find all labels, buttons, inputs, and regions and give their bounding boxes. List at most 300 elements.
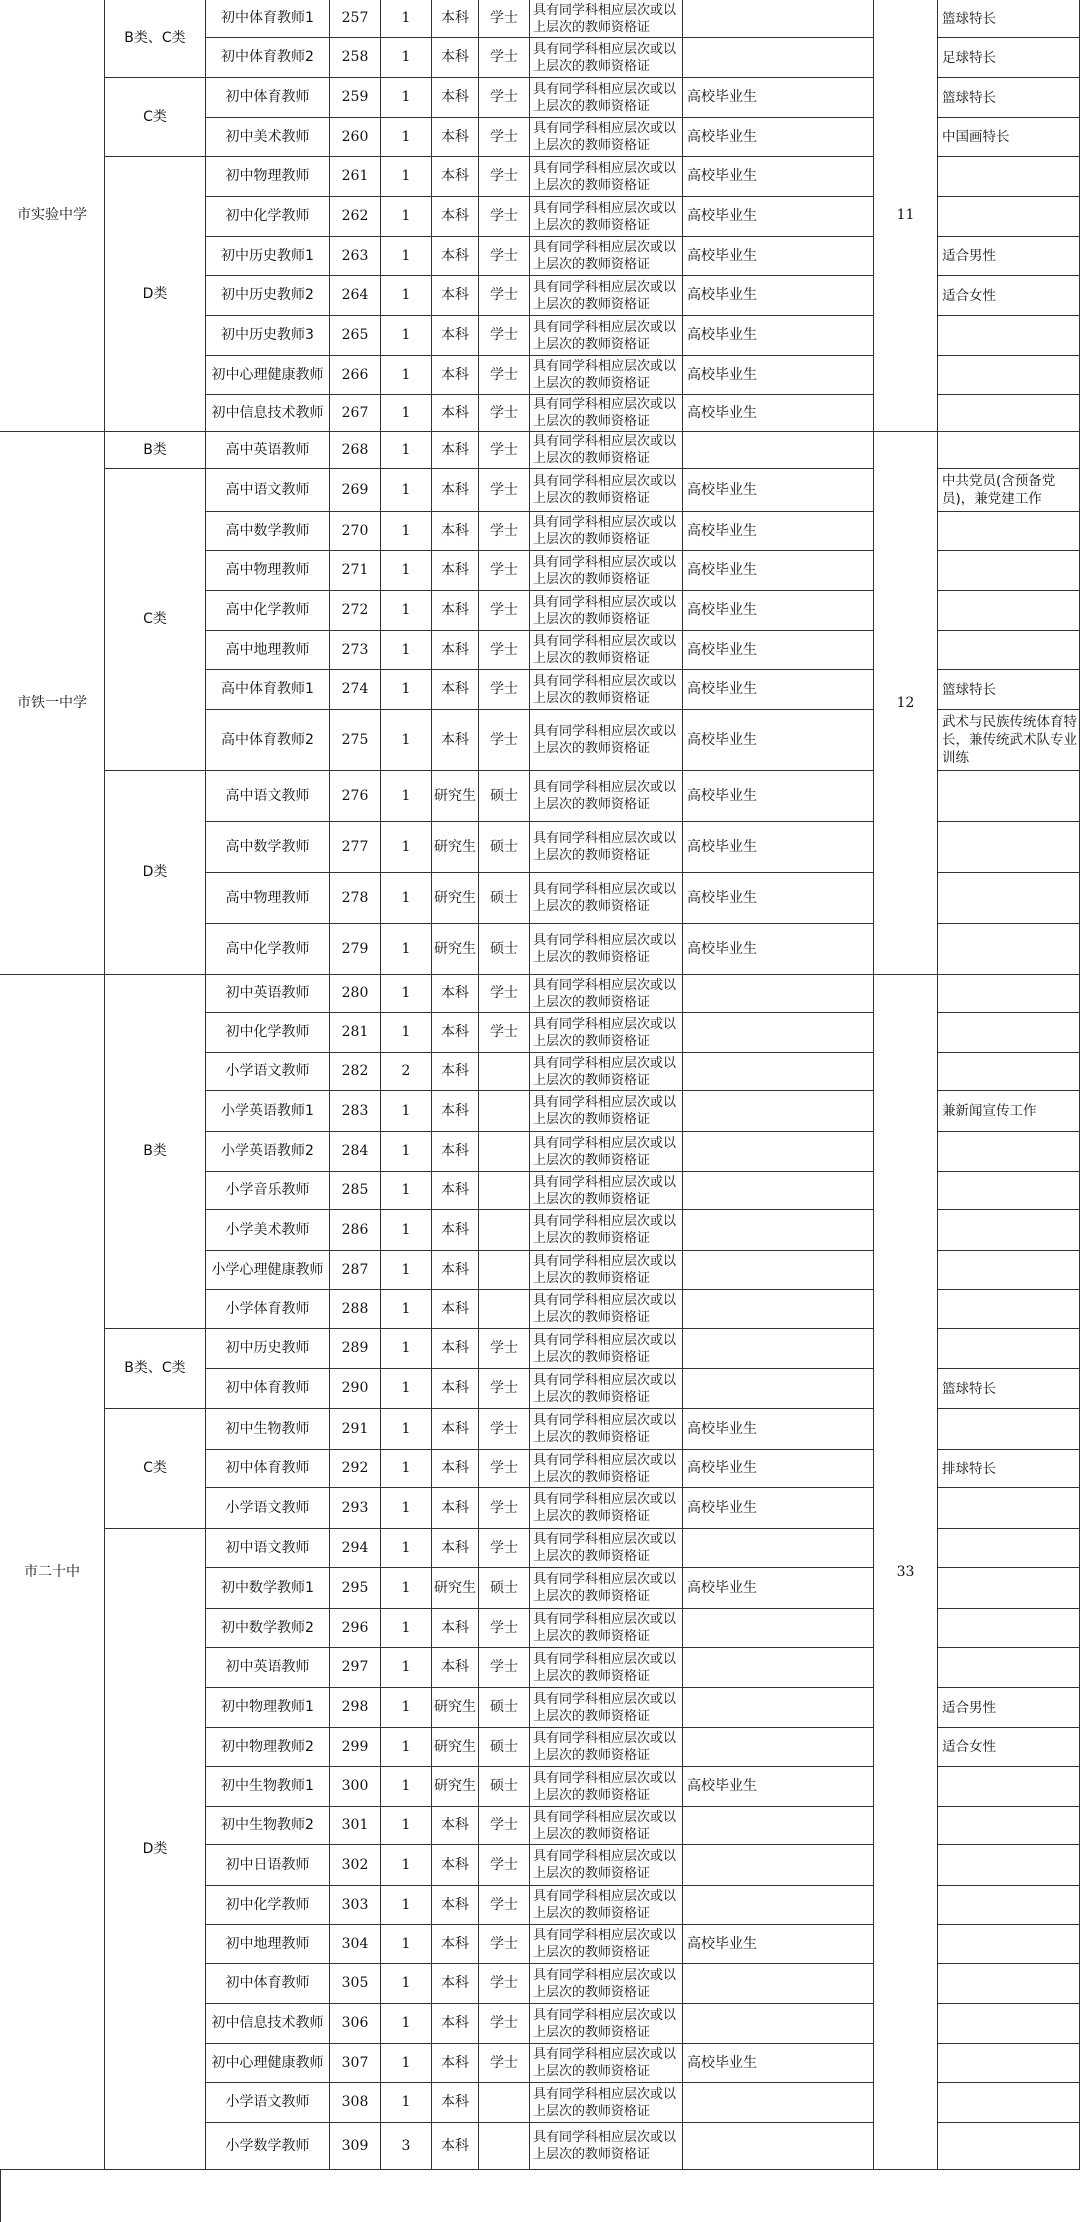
certificate-requirement: 具有同学科相应层次或以上层次的教师资格证 xyxy=(530,1767,683,1807)
post-count: 1 xyxy=(381,1013,432,1053)
post-name: 小学体育教师 xyxy=(206,1290,330,1329)
degree: 学士 xyxy=(479,316,530,356)
education-level: 本科 xyxy=(432,1964,479,2004)
education-level: 本科 xyxy=(432,1013,479,1053)
education-level: 本科 xyxy=(432,1210,479,1251)
post-count: 1 xyxy=(381,873,432,924)
applicant-type: 高校毕业生 xyxy=(683,469,874,512)
category-label: B类 xyxy=(105,975,206,1329)
education-level: 本科 xyxy=(432,1609,479,1648)
post-code: 269 xyxy=(330,469,381,512)
certificate-requirement: 具有同学科相应层次或以上层次的教师资格证 xyxy=(530,1964,683,2004)
applicant-type: 高校毕业生 xyxy=(683,118,874,157)
certificate-requirement: 具有同学科相应层次或以上层次的教师资格证 xyxy=(530,157,683,197)
post-note xyxy=(938,1845,1080,1886)
applicant-type xyxy=(683,1964,874,2004)
post-note xyxy=(938,1329,1080,1369)
post-code: 282 xyxy=(330,1053,381,1091)
post-count: 1 xyxy=(381,2044,432,2083)
certificate-requirement: 具有同学科相应层次或以上层次的教师资格证 xyxy=(530,1210,683,1251)
school-total: 12 xyxy=(874,432,938,975)
certificate-requirement: 具有同学科相应层次或以上层次的教师资格证 xyxy=(530,0,683,38)
category-label: D类 xyxy=(105,157,206,432)
certificate-requirement: 具有同学科相应层次或以上层次的教师资格证 xyxy=(530,975,683,1013)
education-level: 本科 xyxy=(432,1529,479,1568)
applicant-type xyxy=(683,1132,874,1172)
certificate-requirement: 具有同学科相应层次或以上层次的教师资格证 xyxy=(530,1925,683,1964)
certificate-requirement: 具有同学科相应层次或以上层次的教师资格证 xyxy=(530,771,683,822)
applicant-type xyxy=(683,1329,874,1369)
post-note xyxy=(938,197,1080,237)
post-code: 292 xyxy=(330,1450,381,1488)
post-count: 1 xyxy=(381,512,432,551)
post-code: 259 xyxy=(330,78,381,118)
certificate-requirement: 具有同学科相应层次或以上层次的教师资格证 xyxy=(530,1251,683,1290)
certificate-requirement: 具有同学科相应层次或以上层次的教师资格证 xyxy=(530,551,683,591)
post-code: 258 xyxy=(330,38,381,78)
post-name: 高中地理教师 xyxy=(206,631,330,670)
post-note: 足球特长 xyxy=(938,38,1080,78)
education-level: 研究生 xyxy=(432,1688,479,1728)
post-count: 1 xyxy=(381,1728,432,1767)
certificate-requirement: 具有同学科相应层次或以上层次的教师资格证 xyxy=(530,1369,683,1409)
certificate-requirement: 具有同学科相应层次或以上层次的教师资格证 xyxy=(530,1609,683,1648)
degree: 学士 xyxy=(479,551,530,591)
certificate-requirement: 具有同学科相应层次或以上层次的教师资格证 xyxy=(530,1013,683,1053)
certificate-requirement: 具有同学科相应层次或以上层次的教师资格证 xyxy=(530,670,683,710)
degree: 学士 xyxy=(479,1925,530,1964)
post-name: 初中体育教师2 xyxy=(206,38,330,78)
post-count: 1 xyxy=(381,2083,432,2123)
post-code: 300 xyxy=(330,1767,381,1807)
post-note xyxy=(938,1488,1080,1529)
certificate-requirement: 具有同学科相应层次或以上层次的教师资格证 xyxy=(530,2044,683,2083)
post-note xyxy=(938,822,1080,873)
post-name: 小学语文教师 xyxy=(206,1053,330,1091)
certificate-requirement: 具有同学科相应层次或以上层次的教师资格证 xyxy=(530,356,683,395)
certificate-requirement: 具有同学科相应层次或以上层次的教师资格证 xyxy=(530,873,683,924)
degree: 学士 xyxy=(479,356,530,395)
post-count: 1 xyxy=(381,432,432,469)
post-code: 265 xyxy=(330,316,381,356)
category-label: D类 xyxy=(105,771,206,975)
education-level: 本科 xyxy=(432,78,479,118)
applicant-type: 高校毕业生 xyxy=(683,1568,874,1609)
applicant-type xyxy=(683,1251,874,1290)
post-name: 初中体育教师1 xyxy=(206,0,330,38)
post-note: 篮球特长 xyxy=(938,1369,1080,1409)
post-count: 1 xyxy=(381,1807,432,1845)
applicant-type: 高校毕业生 xyxy=(683,771,874,822)
post-code: 299 xyxy=(330,1728,381,1767)
degree: 学士 xyxy=(479,276,530,316)
post-name: 高中语文教师 xyxy=(206,469,330,512)
education-level: 本科 xyxy=(432,276,479,316)
applicant-type xyxy=(683,1886,874,1925)
degree: 学士 xyxy=(479,1964,530,2004)
post-count: 1 xyxy=(381,1290,432,1329)
post-name: 初中体育教师 xyxy=(206,1964,330,2004)
certificate-requirement: 具有同学科相应层次或以上层次的教师资格证 xyxy=(530,512,683,551)
certificate-requirement: 具有同学科相应层次或以上层次的教师资格证 xyxy=(530,1488,683,1529)
applicant-type xyxy=(683,1210,874,1251)
post-note: 中国画特长 xyxy=(938,118,1080,157)
school-name: 市二十中 xyxy=(0,975,105,2170)
certificate-requirement: 具有同学科相应层次或以上层次的教师资格证 xyxy=(530,2083,683,2123)
certificate-requirement: 具有同学科相应层次或以上层次的教师资格证 xyxy=(530,924,683,975)
post-note xyxy=(938,1053,1080,1091)
post-note: 适合男性 xyxy=(938,1688,1080,1728)
post-name: 初中历史教师3 xyxy=(206,316,330,356)
post-count: 1 xyxy=(381,395,432,432)
degree: 学士 xyxy=(479,2004,530,2044)
post-note xyxy=(938,1251,1080,1290)
post-code: 287 xyxy=(330,1251,381,1290)
applicant-type: 高校毕业生 xyxy=(683,822,874,873)
education-level: 本科 xyxy=(432,1409,479,1450)
post-code: 309 xyxy=(330,2123,381,2170)
degree: 硕士 xyxy=(479,1767,530,1807)
post-note xyxy=(938,2083,1080,2123)
degree: 学士 xyxy=(479,1329,530,1369)
school-name: 市实验中学 xyxy=(0,0,105,432)
post-name: 初中生物教师2 xyxy=(206,1807,330,1845)
certificate-requirement: 具有同学科相应层次或以上层次的教师资格证 xyxy=(530,237,683,276)
applicant-type xyxy=(683,1728,874,1767)
post-count: 1 xyxy=(381,1369,432,1409)
applicant-type: 高校毕业生 xyxy=(683,2044,874,2083)
post-count: 1 xyxy=(381,1450,432,1488)
post-count: 1 xyxy=(381,118,432,157)
post-count: 2 xyxy=(381,1053,432,1091)
applicant-type xyxy=(683,1091,874,1132)
education-level: 本科 xyxy=(432,512,479,551)
post-count: 1 xyxy=(381,1845,432,1886)
post-count: 1 xyxy=(381,1648,432,1688)
degree xyxy=(479,1132,530,1172)
education-level: 本科 xyxy=(432,2044,479,2083)
applicant-type xyxy=(683,1845,874,1886)
post-count: 1 xyxy=(381,38,432,78)
education-level: 本科 xyxy=(432,395,479,432)
certificate-requirement: 具有同学科相应层次或以上层次的教师资格证 xyxy=(530,1132,683,1172)
post-code: 306 xyxy=(330,2004,381,2044)
applicant-type: 高校毕业生 xyxy=(683,157,874,197)
category-label: C类 xyxy=(105,469,206,771)
post-note xyxy=(938,771,1080,822)
school-name: 市铁一中学 xyxy=(0,432,105,975)
post-name: 初中数学教师2 xyxy=(206,1609,330,1648)
post-count: 1 xyxy=(381,1172,432,1210)
post-name: 初中语文教师 xyxy=(206,1529,330,1568)
post-count: 1 xyxy=(381,710,432,771)
education-level: 本科 xyxy=(432,1053,479,1091)
post-code: 266 xyxy=(330,356,381,395)
education-level: 本科 xyxy=(432,2123,479,2170)
post-name: 初中化学教师 xyxy=(206,197,330,237)
post-name: 初中心理健康教师 xyxy=(206,356,330,395)
post-name: 小学数学教师 xyxy=(206,2123,330,2170)
education-level: 研究生 xyxy=(432,1568,479,1609)
post-name: 初中美术教师 xyxy=(206,118,330,157)
post-count: 1 xyxy=(381,1568,432,1609)
post-note: 武术与民族传统体育特长，兼传统武术队专业训练 xyxy=(938,710,1080,771)
applicant-type: 高校毕业生 xyxy=(683,1450,874,1488)
applicant-type xyxy=(683,1369,874,1409)
post-code: 274 xyxy=(330,670,381,710)
post-note xyxy=(938,1568,1080,1609)
post-note xyxy=(938,1648,1080,1688)
certificate-requirement: 具有同学科相应层次或以上层次的教师资格证 xyxy=(530,631,683,670)
applicant-type: 高校毕业生 xyxy=(683,1488,874,1529)
applicant-type: 高校毕业生 xyxy=(683,1767,874,1807)
applicant-type xyxy=(683,38,874,78)
post-code: 304 xyxy=(330,1925,381,1964)
post-name: 初中英语教师 xyxy=(206,1648,330,1688)
post-note xyxy=(938,432,1080,469)
category-label: B类、C类 xyxy=(105,1329,206,1409)
applicant-type: 高校毕业生 xyxy=(683,551,874,591)
certificate-requirement: 具有同学科相应层次或以上层次的教师资格证 xyxy=(530,316,683,356)
post-code: 298 xyxy=(330,1688,381,1728)
category-label: B类 xyxy=(105,432,206,469)
applicant-type xyxy=(683,1688,874,1728)
degree: 学士 xyxy=(479,2044,530,2083)
post-note xyxy=(938,316,1080,356)
degree: 学士 xyxy=(479,1450,530,1488)
post-note: 排球特长 xyxy=(938,1450,1080,1488)
post-note xyxy=(938,512,1080,551)
degree: 学士 xyxy=(479,1488,530,1529)
education-level: 本科 xyxy=(432,1648,479,1688)
post-note xyxy=(938,2004,1080,2044)
certificate-requirement: 具有同学科相应层次或以上层次的教师资格证 xyxy=(530,1091,683,1132)
applicant-type: 高校毕业生 xyxy=(683,1409,874,1450)
post-name: 高中化学教师 xyxy=(206,924,330,975)
post-note xyxy=(938,1013,1080,1053)
post-code: 271 xyxy=(330,551,381,591)
certificate-requirement: 具有同学科相应层次或以上层次的教师资格证 xyxy=(530,591,683,631)
degree: 学士 xyxy=(479,1609,530,1648)
degree xyxy=(479,2083,530,2123)
post-code: 278 xyxy=(330,873,381,924)
post-count: 1 xyxy=(381,1609,432,1648)
post-note xyxy=(938,1807,1080,1845)
education-level: 本科 xyxy=(432,2083,479,2123)
education-level: 本科 xyxy=(432,551,479,591)
degree: 学士 xyxy=(479,670,530,710)
degree: 学士 xyxy=(479,1886,530,1925)
degree: 学士 xyxy=(479,38,530,78)
post-code: 305 xyxy=(330,1964,381,2004)
applicant-type: 高校毕业生 xyxy=(683,356,874,395)
post-code: 279 xyxy=(330,924,381,975)
education-level: 本科 xyxy=(432,356,479,395)
applicant-type xyxy=(683,1648,874,1688)
degree: 学士 xyxy=(479,1807,530,1845)
post-count: 1 xyxy=(381,1688,432,1728)
category-label: B类、C类 xyxy=(105,0,206,78)
education-level: 本科 xyxy=(432,1172,479,1210)
applicant-type xyxy=(683,2004,874,2044)
post-code: 262 xyxy=(330,197,381,237)
post-count: 1 xyxy=(381,1529,432,1568)
certificate-requirement: 具有同学科相应层次或以上层次的教师资格证 xyxy=(530,1529,683,1568)
post-code: 261 xyxy=(330,157,381,197)
post-name: 初中体育教师 xyxy=(206,1369,330,1409)
certificate-requirement: 具有同学科相应层次或以上层次的教师资格证 xyxy=(530,2004,683,2044)
post-note xyxy=(938,975,1080,1013)
post-count: 1 xyxy=(381,316,432,356)
post-count: 1 xyxy=(381,356,432,395)
degree xyxy=(479,1251,530,1290)
post-code: 289 xyxy=(330,1329,381,1369)
applicant-type: 高校毕业生 xyxy=(683,710,874,771)
post-note: 适合男性 xyxy=(938,237,1080,276)
post-code: 264 xyxy=(330,276,381,316)
education-level: 本科 xyxy=(432,197,479,237)
post-code: 288 xyxy=(330,1290,381,1329)
post-name: 初中生物教师1 xyxy=(206,1767,330,1807)
applicant-type: 高校毕业生 xyxy=(683,873,874,924)
post-name: 小学语文教师 xyxy=(206,2083,330,2123)
applicant-type: 高校毕业生 xyxy=(683,631,874,670)
post-code: 267 xyxy=(330,395,381,432)
degree: 学士 xyxy=(479,1529,530,1568)
post-note: 中共党员(含预备党员)，兼党建工作 xyxy=(938,469,1080,512)
post-note xyxy=(938,1290,1080,1329)
certificate-requirement: 具有同学科相应层次或以上层次的教师资格证 xyxy=(530,197,683,237)
applicant-type xyxy=(683,0,874,38)
degree xyxy=(479,1053,530,1091)
applicant-type xyxy=(683,1529,874,1568)
post-name: 小学音乐教师 xyxy=(206,1172,330,1210)
post-name: 高中数学教师 xyxy=(206,822,330,873)
post-code: 294 xyxy=(330,1529,381,1568)
post-name: 初中物理教师1 xyxy=(206,1688,330,1728)
certificate-requirement: 具有同学科相应层次或以上层次的教师资格证 xyxy=(530,1053,683,1091)
post-count: 1 xyxy=(381,1488,432,1529)
applicant-type xyxy=(683,2123,874,2170)
post-name: 初中物理教师2 xyxy=(206,1728,330,1767)
education-level: 本科 xyxy=(432,1886,479,1925)
post-count: 1 xyxy=(381,1925,432,1964)
education-level: 本科 xyxy=(432,1132,479,1172)
education-level: 研究生 xyxy=(432,1767,479,1807)
post-code: 293 xyxy=(330,1488,381,1529)
certificate-requirement: 具有同学科相应层次或以上层次的教师资格证 xyxy=(530,395,683,432)
post-name: 小学心理健康教师 xyxy=(206,1251,330,1290)
post-count: 1 xyxy=(381,157,432,197)
school-total: 33 xyxy=(874,975,938,2170)
post-name: 初中心理健康教师 xyxy=(206,2044,330,2083)
education-level: 本科 xyxy=(432,1488,479,1529)
post-count: 1 xyxy=(381,0,432,38)
applicant-type xyxy=(683,1290,874,1329)
degree: 学士 xyxy=(479,1369,530,1409)
post-note xyxy=(938,2044,1080,2083)
certificate-requirement: 具有同学科相应层次或以上层次的教师资格证 xyxy=(530,38,683,78)
post-count: 1 xyxy=(381,1886,432,1925)
post-count: 1 xyxy=(381,822,432,873)
education-level: 本科 xyxy=(432,157,479,197)
applicant-type: 高校毕业生 xyxy=(683,237,874,276)
post-note xyxy=(938,1886,1080,1925)
certificate-requirement: 具有同学科相应层次或以上层次的教师资格证 xyxy=(530,710,683,771)
post-code: 257 xyxy=(330,0,381,38)
education-level: 本科 xyxy=(432,1091,479,1132)
post-count: 1 xyxy=(381,78,432,118)
degree: 学士 xyxy=(479,157,530,197)
certificate-requirement: 具有同学科相应层次或以上层次的教师资格证 xyxy=(530,1845,683,1886)
post-note xyxy=(938,1172,1080,1210)
degree: 硕士 xyxy=(479,924,530,975)
certificate-requirement: 具有同学科相应层次或以上层次的教师资格证 xyxy=(530,1290,683,1329)
post-note xyxy=(938,1964,1080,2004)
education-level: 本科 xyxy=(432,1450,479,1488)
education-level: 本科 xyxy=(432,1329,479,1369)
degree: 学士 xyxy=(479,975,530,1013)
post-code: 291 xyxy=(330,1409,381,1450)
post-note xyxy=(938,356,1080,395)
post-count: 1 xyxy=(381,551,432,591)
post-code: 276 xyxy=(330,771,381,822)
post-note xyxy=(938,591,1080,631)
post-code: 283 xyxy=(330,1091,381,1132)
degree: 学士 xyxy=(479,1845,530,1886)
education-level: 本科 xyxy=(432,1369,479,1409)
certificate-requirement: 具有同学科相应层次或以上层次的教师资格证 xyxy=(530,276,683,316)
post-note: 适合女性 xyxy=(938,1728,1080,1767)
post-code: 285 xyxy=(330,1172,381,1210)
category-label: C类 xyxy=(105,1409,206,1529)
post-count: 1 xyxy=(381,1210,432,1251)
education-level: 本科 xyxy=(432,469,479,512)
applicant-type: 高校毕业生 xyxy=(683,591,874,631)
degree: 学士 xyxy=(479,1648,530,1688)
education-level: 本科 xyxy=(432,975,479,1013)
certificate-requirement: 具有同学科相应层次或以上层次的教师资格证 xyxy=(530,1807,683,1845)
degree: 硕士 xyxy=(479,771,530,822)
post-note: 适合女性 xyxy=(938,276,1080,316)
post-name: 高中语文教师 xyxy=(206,771,330,822)
post-name: 高中化学教师 xyxy=(206,591,330,631)
post-count: 1 xyxy=(381,771,432,822)
post-name: 初中英语教师 xyxy=(206,975,330,1013)
post-name: 初中信息技术教师 xyxy=(206,2004,330,2044)
degree xyxy=(479,1091,530,1132)
post-code: 296 xyxy=(330,1609,381,1648)
applicant-type: 高校毕业生 xyxy=(683,512,874,551)
certificate-requirement: 具有同学科相应层次或以上层次的教师资格证 xyxy=(530,822,683,873)
post-note xyxy=(938,924,1080,975)
post-note xyxy=(938,2123,1080,2170)
post-note xyxy=(938,631,1080,670)
degree: 学士 xyxy=(479,432,530,469)
degree: 学士 xyxy=(479,237,530,276)
category-label: C类 xyxy=(105,78,206,157)
post-note xyxy=(938,1210,1080,1251)
applicant-type xyxy=(683,1609,874,1648)
post-code: 281 xyxy=(330,1013,381,1053)
degree: 硕士 xyxy=(479,1728,530,1767)
post-count: 1 xyxy=(381,1091,432,1132)
post-note: 兼新闻宣传工作 xyxy=(938,1091,1080,1132)
certificate-requirement: 具有同学科相应层次或以上层次的教师资格证 xyxy=(530,1172,683,1210)
post-name: 初中信息技术教师 xyxy=(206,395,330,432)
degree: 学士 xyxy=(479,469,530,512)
certificate-requirement: 具有同学科相应层次或以上层次的教师资格证 xyxy=(530,118,683,157)
